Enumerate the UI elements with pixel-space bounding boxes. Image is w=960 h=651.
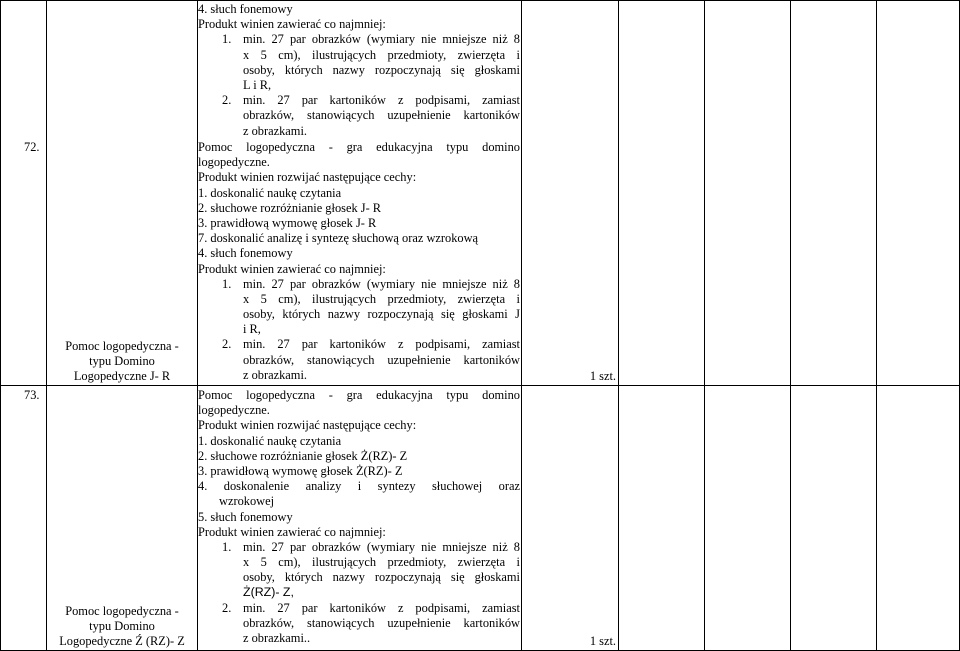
desc-line: Produkt winien zawierać co najmniej:: [198, 17, 386, 32]
list-number: 2.: [222, 337, 232, 352]
list-number: 2.: [222, 93, 232, 108]
desc-line: Produkt winien rozwijać następujące cechy:: [198, 170, 417, 185]
desc-line: obrazków, stanowiących uzupełnienie kartoników: [243, 352, 520, 367]
desc-line: min. 27 par kartoników z podpisami, zamiast: [243, 337, 520, 352]
name-line: typu Domino: [89, 619, 155, 634]
list-number: 1.: [222, 32, 232, 47]
list-number: 1.: [222, 276, 232, 291]
desc-line: x 5 cm), ilustrujących przedmioty, zwierzęta i: [243, 555, 520, 570]
row-number: 72.: [24, 140, 40, 154]
desc-line: Produkt winien rozwijać następujące cechy:: [198, 418, 417, 433]
desc-line: min. 27 par kartoników z podpisami, zamiast: [243, 93, 520, 108]
desc-line: Produkt winien zawierać co najmniej:: [198, 261, 386, 276]
quantity: 1 szt.: [589, 634, 616, 648]
desc-line: min. 27 par obrazków (wymiary nie mniejsze niż 8: [243, 32, 520, 47]
desc-line: z obrazkami.: [243, 367, 307, 382]
desc-line: 1. doskonalić naukę czytania: [198, 185, 342, 200]
desc-line: min. 27 par obrazków (wymiary nie mniejsze niż 8: [243, 276, 520, 291]
list-number: 1.: [222, 539, 232, 554]
desc-line: z obrazkami..: [243, 631, 311, 645]
product-name: [47, 339, 197, 385]
desc-line: logopedyczne.: [198, 403, 270, 418]
name-line: typu Domino: [89, 354, 155, 369]
name-line: Pomoc logopedyczna -: [65, 339, 179, 353]
desc-line: 4. doskonalenie analizy i syntezy słuchowej oraz: [198, 479, 520, 494]
desc-line: 5. słuch fonemowy: [198, 509, 293, 524]
desc-line: Pomoc logopedyczna - gra edukacyjna typu domino: [198, 140, 520, 154]
desc-line: osoby, których nazwy rozpoczynają się głoskami: [243, 570, 520, 585]
continued-description: [198, 2, 520, 139]
name-line: Pomoc logopedyczna -: [65, 604, 179, 618]
desc-line: osoby, których nazwy rozpoczynają się głoskami: [243, 62, 520, 77]
desc-line: 3. prawidłową wymowę głosek J- R: [198, 215, 377, 230]
desc-line: min. 27 par obrazków (wymiary nie mniejsze niż 8: [243, 539, 520, 554]
desc-line: Pomoc logopedyczna - gra edukacyjna typu domino: [198, 388, 520, 402]
desc-line: Ż(RZ)- Z,: [243, 585, 294, 600]
desc-line: 7. doskonalić analizę i syntezę słuchową oraz wzrokową: [198, 231, 479, 246]
desc-line: z obrazkami.: [243, 123, 307, 138]
desc-line: x 5 cm), ilustrujących przedmioty, zwierzęta i: [243, 47, 520, 62]
quantity: 1 szt.: [589, 369, 616, 383]
desc-line: osoby, których nazwy rozpoczynają się głoskami J: [243, 307, 520, 322]
row-number: 73.: [24, 388, 40, 402]
desc-line: obrazków, stanowiących uzupełnienie kartoników: [243, 108, 520, 123]
desc-line: 2. słuchowe rozróżnianie głosek Ż(RZ)- Z: [198, 448, 408, 463]
desc-line: logopedyczne.: [198, 155, 270, 170]
desc-line: obrazków, stanowiących uzupełnienie kartoników: [243, 615, 520, 630]
desc-line: 1. doskonalić naukę czytania: [198, 433, 342, 448]
desc-line: 4. słuch fonemowy: [198, 2, 293, 16]
desc-line: Produkt winien zawierać co najmniej:: [198, 524, 386, 539]
desc-line: i R,: [243, 322, 261, 337]
list-number: 2.: [222, 600, 232, 615]
name-line: Logopedyczne J- R: [73, 369, 171, 384]
desc-line: 2. słuchowe rozróżnianie głosek J- R: [198, 200, 382, 215]
product-name: [47, 604, 197, 650]
desc-line: x 5 cm), ilustrujących przedmioty, zwierzęta i: [243, 291, 520, 306]
desc-line: min. 27 par kartoników z podpisami, zamiast: [243, 600, 520, 615]
desc-line: wzrokowej: [219, 494, 275, 509]
row-description: [198, 388, 520, 646]
desc-line: 3. prawidłową wymowę głosek Ż(RZ)- Z: [198, 463, 403, 478]
desc-line: 4. słuch fonemowy: [198, 246, 293, 261]
desc-line: L i R,: [243, 77, 272, 92]
name-line: Logopedyczne Ź (RZ)- Z: [59, 634, 185, 649]
row-description: [198, 140, 520, 383]
